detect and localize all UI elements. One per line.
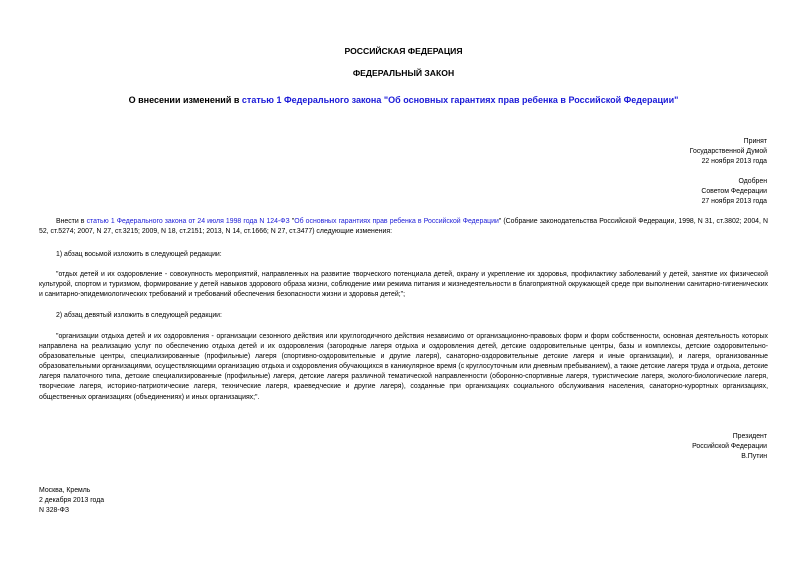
approved-line-3: 27 ноября 2013 года bbox=[701, 198, 767, 205]
adopted-block bbox=[690, 137, 767, 167]
approved-line-1: Одобрен bbox=[738, 178, 767, 185]
law-title-prefix: О внесении изменений в bbox=[128, 95, 242, 105]
signature-line-1: Президент bbox=[732, 433, 767, 440]
item-2-text: "организации отдыха детей и их оздоровления - организации сезонного действия или круглогодичного действия независимо от организационно-правовых форм и форм собственности, основная деятельность которых направлена на реализацию услуг по обеспечению отдыха детей и их оздоровления (загородные лагеря отдыха и оздоровления детей, детские оздоровительные центры, базы и комплексы, детские оздоровительно-образовательные центры, специализированные (профильные) лагеря (спортивно-оздоровительные и другие лагеря), санаторно-оздоровительные детские лагеря и иные организации), и лагеря, организованные образовательными организациями, осуществляющими организацию отдыха и оздоровления обучающихся в каникулярное время (с круглосуточным или дневным пребыванием), а также детские лагеря труда и отдыха, детские лагеря палаточного типа, детские специализированные (профильные) лагеря, детские лагеря различной тематической направленности (оборонно-спортивные лагеря, туристические лагеря, эколого-биологические лагеря, творческие лагеря, историко-патриотические лагеря, технические лагеря, краеведческие и другие лагеря), созданные при организациях социального обслуживания населения, санаторно-курортных организациях, общественных организациях (объединениях) и иных организациях;". bbox=[39, 333, 768, 401]
intro-quote: " bbox=[289, 218, 295, 225]
place-line-3: N 328-ФЗ bbox=[39, 507, 70, 514]
country-heading: РОССИЙСКАЯ ФЕДЕРАЦИЯ bbox=[344, 46, 463, 56]
adopted-line-2: Государственной Думой bbox=[689, 148, 767, 155]
adopted-line-1: Принят bbox=[743, 138, 767, 145]
place-block bbox=[39, 486, 104, 516]
intro-paragraph bbox=[39, 217, 768, 237]
item-1-heading: 1) абзац восьмой изложить в следующей редакции: bbox=[56, 251, 222, 258]
approved-line-2: Советом Федерации bbox=[701, 188, 767, 195]
item-2-heading: 2) абзац девятый изложить в следующей редакции: bbox=[56, 312, 222, 319]
intro-link-law[interactable]: Об основных гарантиях прав ребенка в Российской Федерации bbox=[294, 218, 499, 225]
intro-link-article[interactable]: статью 1 Федерального закона от 24 июля 1998 года N 124-ФЗ bbox=[86, 218, 290, 225]
law-title bbox=[0, 95, 807, 105]
adopted-line-3: 22 ноября 2013 года bbox=[701, 158, 767, 165]
intro-suffix: " (Собрание законодательства Российской Федерации, 1998, N 31, ст.3802; 2004, N 52, ст.5274; 2007, N 27, ст.3215; 2009, N 18, ст.2151; 2013, N 14, ст.1666; N 27, ст.3477) следующие изменения: bbox=[39, 218, 768, 236]
place-line-2: 2 декабря 2013 года bbox=[39, 497, 105, 504]
intro-prefix: Внести в bbox=[56, 218, 87, 225]
law-title-link[interactable]: статью 1 Федерального закона "Об основных гарантиях прав ребенка в Российской Федерации" bbox=[241, 95, 679, 105]
signature-line-3: В.Путин bbox=[741, 453, 767, 460]
approved-block bbox=[701, 177, 767, 207]
signature-block bbox=[692, 432, 767, 462]
item-1-text: "отдых детей и их оздоровление - совокупность мероприятий, направленных на развитие творческого потенциала детей, охрану и укрепление их здоровья, профилактику заболеваний у детей, занятие их физической культурой, спортом и туризмом, формирование у детей навыков здорового образа жизни, соблюдение ими режима питания и жизнедеятельности в благоприятной окружающей среде при выполнении санитарно-гигиенических и санитарно-эпидемиологических требований и требований обеспечения безопасности жизни и здоровья детей;"; bbox=[39, 271, 768, 299]
signature-line-2: Российской Федерации bbox=[692, 443, 767, 450]
place-line-1: Москва, Кремль bbox=[39, 487, 91, 494]
doc-type-heading: ФЕДЕРАЛЬНЫЙ ЗАКОН bbox=[352, 68, 455, 78]
